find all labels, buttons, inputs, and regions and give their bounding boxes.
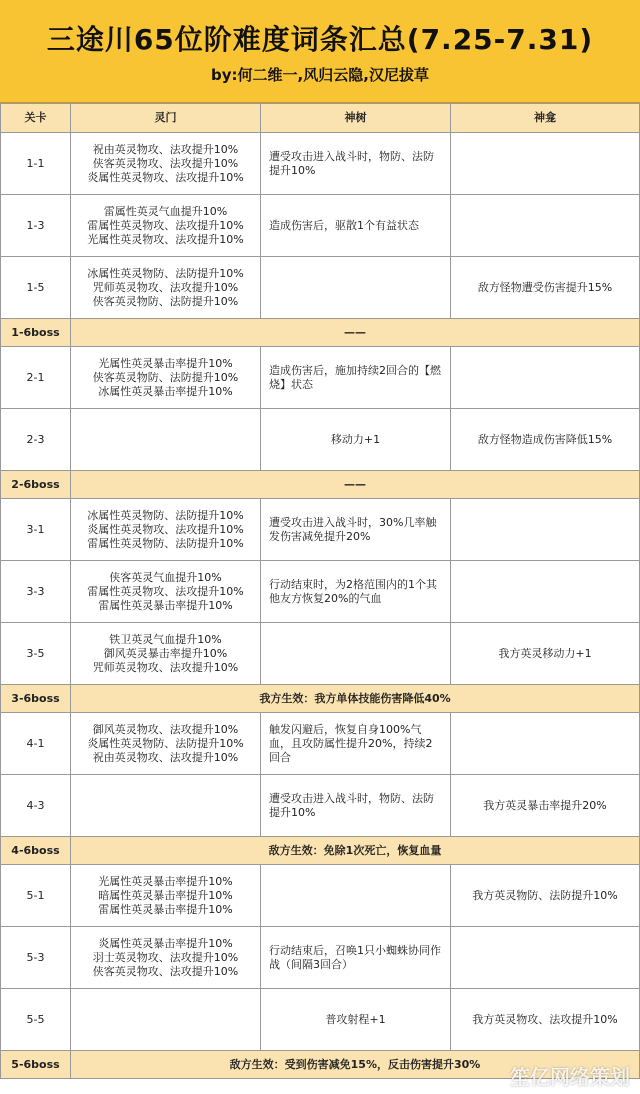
title-banner	[0, 0, 640, 103]
boss-row	[1, 471, 640, 499]
stage-cell: 5-5	[1, 989, 71, 1051]
divine-tree-cell: 普攻射程+1	[261, 989, 451, 1051]
table-row	[1, 257, 640, 319]
boss-stage-cell: 3-6boss	[1, 685, 71, 713]
page-subtitle: by:何二维一,风归云隐,汉尼拔草	[211, 65, 429, 84]
boss-stage-cell: 2-6boss	[1, 471, 71, 499]
shrine-cell: 我方英灵移动力+1	[451, 623, 640, 685]
table-row	[1, 409, 640, 471]
table-row	[1, 865, 640, 927]
spirit-gate-cell: 冰属性英灵物防、法防提升10% 炎属性英灵物攻、法攻提升10% 雷属性英灵物防、法防提升10%	[71, 499, 261, 561]
divine-tree-cell: 行动结束时，为2格范围内的1个其他友方恢复20%的气血	[261, 561, 451, 623]
table-row	[1, 713, 640, 775]
divine-tree-cell	[261, 865, 451, 927]
boss-row	[1, 837, 640, 865]
spirit-gate-cell	[71, 409, 261, 471]
stage-cell: 4-1	[1, 713, 71, 775]
shrine-cell	[451, 195, 640, 257]
stage-cell: 4-3	[1, 775, 71, 837]
boss-effect-cell: 敌方生效：受到伤害减免15%，反击伤害提升30%	[71, 1051, 640, 1079]
boss-row	[1, 685, 640, 713]
table-row	[1, 927, 640, 989]
stage-cell: 1-3	[1, 195, 71, 257]
spirit-gate-cell: 光属性英灵暴击率提升10% 暗属性英灵暴击率提升10% 雷属性英灵暴击率提升10%	[71, 865, 261, 927]
table-row	[1, 347, 640, 409]
stage-cell: 3-1	[1, 499, 71, 561]
shrine-cell: 敌方怪物造成伤害降低15%	[451, 409, 640, 471]
shrine-cell: 我方英灵暴击率提升20%	[451, 775, 640, 837]
column-header-shrine: 神龛	[451, 104, 640, 133]
boss-stage-cell: 1-6boss	[1, 319, 71, 347]
watermark: 笙亿网络策划	[510, 1065, 630, 1089]
spirit-gate-cell	[71, 989, 261, 1051]
table-row	[1, 195, 640, 257]
divine-tree-cell: 造成伤害后，施加持续2回合的【燃烧】状态	[261, 347, 451, 409]
divine-tree-cell	[261, 257, 451, 319]
affix-table	[0, 103, 640, 1079]
shrine-cell: 我方英灵物防、法防提升10%	[451, 865, 640, 927]
spirit-gate-cell: 冰属性英灵物防、法防提升10% 咒师英灵物攻、法攻提升10% 侠客英灵物防、法防提升10%	[71, 257, 261, 319]
spirit-gate-cell: 侠客英灵气血提升10% 雷属性英灵物攻、法攻提升10% 雷属性英灵暴击率提升10%	[71, 561, 261, 623]
boss-stage-cell: 4-6boss	[1, 837, 71, 865]
boss-effect-cell: ——	[71, 471, 640, 499]
shrine-cell	[451, 713, 640, 775]
boss-stage-cell: 5-6boss	[1, 1051, 71, 1079]
table-header-row	[1, 104, 640, 133]
stage-cell: 3-5	[1, 623, 71, 685]
column-header-spirit-gate: 灵门	[71, 104, 261, 133]
shrine-cell	[451, 499, 640, 561]
shrine-cell: 敌方怪物遭受伤害提升15%	[451, 257, 640, 319]
divine-tree-cell: 遭受攻击进入战斗时，30%几率触发伤害减免提升20%	[261, 499, 451, 561]
table-row	[1, 775, 640, 837]
table-row	[1, 623, 640, 685]
shrine-cell: 我方英灵物攻、法攻提升10%	[451, 989, 640, 1051]
divine-tree-cell: 移动力+1	[261, 409, 451, 471]
stage-cell: 2-1	[1, 347, 71, 409]
page-title: 三途川65位阶难度词条汇总(7.25-7.31)	[46, 22, 594, 56]
divine-tree-cell: 触发闪避后，恢复自身100%气血，且攻防属性提升20%，持续2回合	[261, 713, 451, 775]
stage-cell: 5-1	[1, 865, 71, 927]
spirit-gate-cell: 御风英灵物攻、法攻提升10% 炎属性英灵物防、法防提升10% 祝由英灵物攻、法攻提升10%	[71, 713, 261, 775]
divine-tree-cell: 行动结束后，召唤1只小蜘蛛协同作战（间隔3回合）	[261, 927, 451, 989]
divine-tree-cell	[261, 623, 451, 685]
spirit-gate-cell: 铁卫英灵气血提升10% 御风英灵暴击率提升10% 咒师英灵物攻、法攻提升10%	[71, 623, 261, 685]
spirit-gate-cell: 炎属性英灵暴击率提升10% 羽士英灵物攻、法攻提升10% 侠客英灵物攻、法攻提升10%	[71, 927, 261, 989]
spirit-gate-cell	[71, 775, 261, 837]
column-header-divine-tree: 神树	[261, 104, 451, 133]
boss-row	[1, 319, 640, 347]
divine-tree-cell: 造成伤害后，驱散1个有益状态	[261, 195, 451, 257]
stage-cell: 3-3	[1, 561, 71, 623]
shrine-cell	[451, 133, 640, 195]
spirit-gate-cell: 雷属性英灵气血提升10% 雷属性英灵物攻、法攻提升10% 光属性英灵物攻、法攻提升10%	[71, 195, 261, 257]
table-row	[1, 499, 640, 561]
table-row	[1, 561, 640, 623]
stage-cell: 1-1	[1, 133, 71, 195]
column-header-stage: 关卡	[1, 104, 71, 133]
stage-cell: 5-3	[1, 927, 71, 989]
shrine-cell	[451, 347, 640, 409]
shrine-cell	[451, 927, 640, 989]
divine-tree-cell: 遭受攻击进入战斗时，物防、法防提升10%	[261, 775, 451, 837]
divine-tree-cell: 遭受攻击进入战斗时，物防、法防提升10%	[261, 133, 451, 195]
spirit-gate-cell: 祝由英灵物攻、法攻提升10% 侠客英灵物攻、法攻提升10% 炎属性英灵物攻、法攻提升10%	[71, 133, 261, 195]
stage-cell: 2-3	[1, 409, 71, 471]
boss-effect-cell: 敌方生效：免除1次死亡，恢复血量	[71, 837, 640, 865]
table-row	[1, 133, 640, 195]
table-row	[1, 989, 640, 1051]
shrine-cell	[451, 561, 640, 623]
boss-effect-cell: 我方生效：我方单体技能伤害降低40%	[71, 685, 640, 713]
spirit-gate-cell: 光属性英灵暴击率提升10% 侠客英灵物防、法防提升10% 冰属性英灵暴击率提升10%	[71, 347, 261, 409]
stage-cell: 1-5	[1, 257, 71, 319]
boss-effect-cell: ——	[71, 319, 640, 347]
